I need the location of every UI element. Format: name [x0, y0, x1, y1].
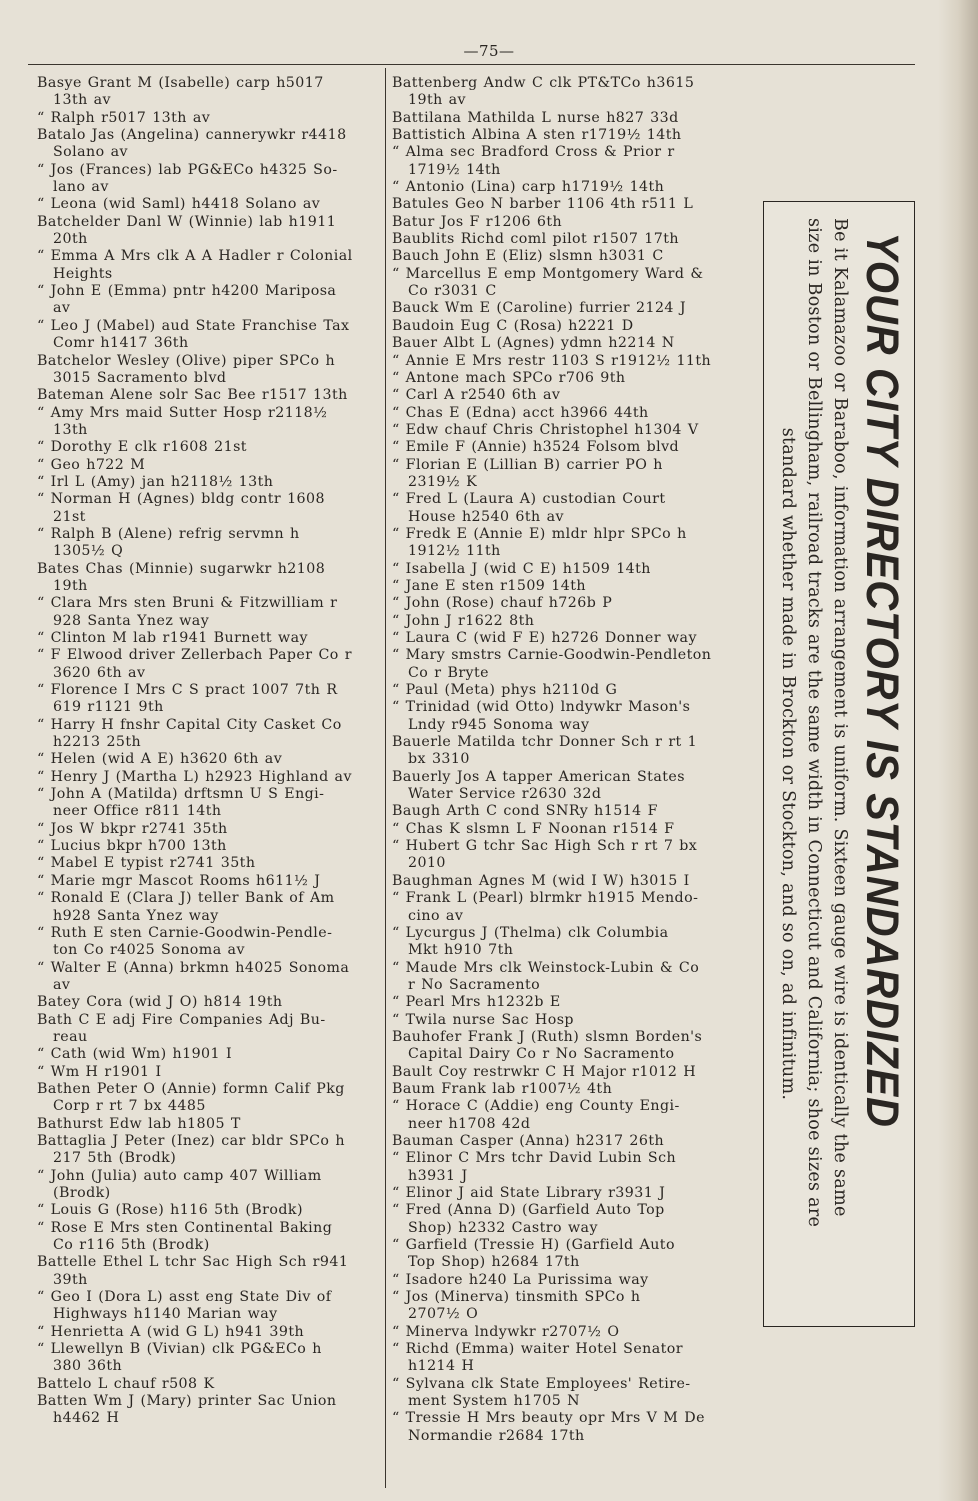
directory-entry-line: “ Tressie H Mrs beauty opr Mrs V M De: [392, 1410, 705, 1427]
directory-entry-line: Battaglia J Peter (Inez) car bldr SPCo h: [37, 1132, 345, 1149]
directory-entry-line: Heights: [53, 265, 113, 282]
directory-entry-line: “ Annie E Mrs restr 1103 S r1912½ 11th: [392, 352, 712, 369]
directory-entry-line: Baugh Arth C cond SNRy h1514 F: [392, 803, 658, 820]
directory-entry-line: 21st: [53, 508, 86, 525]
directory-entry-line: Co r3031 C: [408, 283, 497, 300]
directory-entry-line: “ Pearl Mrs h1232b E: [392, 994, 561, 1011]
directory-entry-line: Baublits Richd coml pilot r1507 17th: [392, 231, 679, 248]
directory-entry-line: “ Chas K slsmn L F Noonan r1514 F: [392, 820, 675, 837]
directory-entry-line: Baudoin Eug C (Rosa) h2221 D: [392, 317, 634, 334]
directory-entry-line: 217 5th (Brodk): [53, 1150, 177, 1167]
directory-entry-line: “ Marcellus E emp Montgomery Ward &: [392, 265, 704, 282]
page-binding-edge: [938, 0, 978, 1501]
directory-entry-line: “ Frank L (Pearl) blrmkr h1915 Mendo-: [392, 890, 699, 907]
directory-entry-line: Bauman Casper (Anna) h2317 26th: [392, 1132, 665, 1149]
directory-entry-line: “ Emma A Mrs clk A A Hadler r Colonial: [37, 248, 353, 265]
advertisement-body: [775, 212, 855, 1316]
directory-entry-line: “ Ruth E sten Carnie-Goodwin-Pendle-: [37, 924, 333, 941]
directory-entry-line: Bauck Wm E (Caroline) furrier 2124 J: [392, 300, 686, 317]
directory-entry-line: “ John (Rose) chauf h726b P: [392, 595, 613, 612]
directory-entry-line: 39th: [53, 1271, 88, 1288]
directory-entry-line: Batey Cora (wid J O) h814 19th: [37, 994, 283, 1011]
directory-entry-line: Bathurst Edw lab h1805 T: [37, 1115, 241, 1132]
directory-entry-line: 380 36th: [53, 1358, 123, 1375]
directory-entry-line: reau: [53, 1028, 88, 1045]
directory-entry-line: h1214 H: [408, 1358, 475, 1375]
directory-entry-line: Bauhofer Frank J (Ruth) slsmn Borden's: [392, 1028, 703, 1045]
directory-entry-line: “ Lucius bkpr h700 13th: [37, 838, 227, 855]
directory-entry-line: h2213 25th: [53, 734, 142, 751]
directory-entry-line: h3931 J: [408, 1167, 468, 1184]
directory-entry-line: lano av: [53, 179, 109, 196]
directory-entry-line: “ Leo J (Mabel) aud State Franchise Tax: [37, 317, 350, 334]
directory-entry-line: 13th av: [53, 92, 112, 109]
directory-entry-line: Solano av: [53, 144, 128, 161]
directory-entry-line: “ Richd (Emma) waiter Hotel Senator: [392, 1341, 684, 1358]
directory-entry-line: 1305½ Q: [53, 543, 124, 560]
directory-entry-line: “ Hubert G tchr Sac High Sch r rt 7 bx: [392, 838, 698, 855]
directory-entry-line: Basye Grant M (Isabelle) carp h5017: [37, 75, 324, 91]
directory-entry-line: “ Marie mgr Mascot Rooms h611½ J: [37, 872, 321, 889]
directory-entry-line: “ Cath (wid Wm) h1901 I: [37, 1046, 233, 1063]
directory-entry-line: Batules Geo N barber 1106 4th r511 L: [392, 196, 694, 213]
directory-entry-line: Baughman Agnes M (wid I W) h3015 I: [392, 872, 690, 889]
directory-entry-line: 20th: [53, 231, 88, 248]
directory-entry-line: “ Henrietta A (wid G L) h941 39th: [37, 1323, 305, 1340]
directory-entry-line: Battilana Mathilda L nurse h827 33d: [392, 109, 679, 126]
directory-entry-line: Bauerly Jos A tapper American States: [392, 768, 685, 785]
directory-entry-line: 1912½ 11th: [408, 543, 501, 560]
directory-entry-line: “ Mary smstrs Carnie-Goodwin-Pendleton: [392, 647, 712, 664]
directory-entry-line: Capital Dairy Co r No Sacramento: [408, 1046, 675, 1063]
directory-entry-line: “ John E (Emma) pntr h4200 Mariposa: [37, 283, 337, 300]
directory-entry-line: “ Jos (Frances) lab PG&ECo h4325 So-: [37, 161, 338, 178]
directory-entry-line: 2319½ K: [408, 473, 478, 490]
directory-entry-line: “ Ronald E (Clara J) teller Bank of Am: [37, 890, 335, 907]
directory-entry-line: “ Florian E (Lillian B) carrier PO h: [392, 456, 663, 473]
directory-entry-line: Lndy r945 Sonoma way: [408, 716, 590, 733]
directory-entry-line: “ Emile F (Annie) h3524 Folsom blvd: [392, 439, 680, 456]
directory-entry-line: Bates Chas (Minnie) sugarwkr h2108: [37, 560, 326, 577]
directory-entry-line: “ Leona (wid Saml) h4418 Solano av: [37, 196, 321, 213]
directory-entry-line: “ Alma sec Bradford Cross & Prior r: [392, 144, 675, 161]
column-divider: [385, 68, 386, 1488]
directory-entry-line: Bath C E adj Fire Companies Adj Bu-: [37, 1011, 326, 1028]
directory-entry-line: “ Antone mach SPCo r706 9th: [392, 369, 626, 386]
directory-entry-line: 619 r1121 9th: [53, 699, 164, 716]
directory-entry-line: “ F Elwood driver Zellerbach Paper Co r: [37, 647, 352, 664]
directory-entry-line: Normandie r2684 17th: [408, 1427, 585, 1444]
directory-entry-line: Battelo L chauf r508 K: [37, 1375, 215, 1392]
directory-entry-line: “ Jane E sten r1509 14th: [392, 577, 586, 594]
right-directory-column: [392, 75, 750, 1445]
directory-entry-line: “ John A (Matilda) drftsmn U S Engi-: [37, 786, 325, 803]
directory-entry-line: Bauch John E (Eliz) slsmn h3031 C: [392, 248, 664, 265]
directory-entry-line: “ Clara Mrs sten Bruni & Fitzwilliam r: [37, 595, 338, 612]
directory-entry-line: bx 3310: [408, 751, 470, 768]
directory-entry-line: Bauer Albt L (Agnes) ydmn h2214 N: [392, 335, 675, 352]
directory-entry-line: “ Jos (Minerva) tinsmith SPCo h: [392, 1289, 641, 1306]
directory-entry-line: “ Geo I (Dora L) asst eng State Div of: [37, 1289, 332, 1306]
directory-entry-line: “ Mabel E typist r2741 35th: [37, 855, 256, 872]
directory-entry-line: Battistich Albina A sten r1719½ 14th: [392, 127, 682, 144]
directory-entry-line: “ Lycurgus J (Thelma) clk Columbia: [392, 924, 669, 941]
advertisement-line: standard whether made in Brockton or Stockton, and so on, ad infinitum.: [778, 427, 798, 1101]
directory-entry-line: “ Irl L (Amy) jan h2118½ 13th: [37, 473, 274, 490]
directory-entry-line: 13th: [53, 421, 88, 438]
directory-entry-line: Comr h1417 36th: [53, 335, 189, 352]
directory-entry-line: Highways h1140 Marian way: [53, 1306, 278, 1323]
directory-entry-line: “ Florence I Mrs C S pract 1007 7th R: [37, 682, 338, 699]
directory-entry-line: ment System h1705 N: [408, 1393, 580, 1410]
directory-entry-line: Baum Frank lab r1007½ 4th: [392, 1080, 613, 1097]
directory-entry-line: “ Fred (Anna D) (Garfield Auto Top: [392, 1202, 665, 1219]
advertisement-rotated-content: [769, 212, 909, 1316]
directory-entry-line: “ Ralph r5017 13th av: [37, 109, 211, 126]
directory-entry-line: Co r116 5th (Brodk): [53, 1237, 210, 1254]
advertisement-title: YOUR CITY DIRECTORY IS STANDARDIZED: [857, 232, 908, 1128]
directory-entry-line: Bault Coy restrwkr C H Major r1012 H: [392, 1063, 697, 1080]
directory-entry-line: “ Louis G (Rose) h116 5th (Brodk): [37, 1202, 303, 1219]
directory-entry-line: “ Isadore h240 La Purissima way: [392, 1271, 649, 1288]
directory-entry-line: “ Fred L (Laura A) custodian Court: [392, 491, 666, 508]
advertisement-line: size in Boston or Bellingham, railroad tracks are the same width in Connecticut and California; shoe sizes are: [804, 218, 824, 1228]
directory-entry-line: “ Henry J (Martha L) h2923 Highland av: [37, 768, 352, 785]
directory-entry-line: “ Maude Mrs clk Weinstock-Lubin & Co: [392, 959, 700, 976]
directory-entry-line: Water Service r2630 32d: [408, 786, 602, 803]
directory-entry-line: “ Dorothy E clk r1608 21st: [37, 439, 247, 456]
advertisement-line: Be it Kalamazoo or Baraboo, information arrangement is uniform. Sixteen gauge wire is identically the same: [830, 218, 850, 1217]
directory-entry-line: “ Walter E (Anna) brkmn h4025 Sonoma: [37, 959, 350, 976]
left-directory-column: [37, 75, 380, 1428]
directory-entry-line: Corp r rt 7 bx 4485: [53, 1098, 206, 1115]
directory-entry-line: “ Sylvana clk State Employees' Retire-: [392, 1375, 691, 1392]
directory-entry-line: “ Elinor C Mrs tchr David Lubin Sch: [392, 1150, 677, 1167]
directory-entry-line: “ Twila nurse Sac Hosp: [392, 1011, 574, 1028]
directory-entry-line: (Brodk): [53, 1185, 111, 1201]
directory-entry-line: “ Carl A r2540 6th av: [392, 387, 561, 404]
directory-entry-line: Mkt h910 7th: [408, 942, 514, 959]
directory-entry-line: 19th: [53, 577, 88, 594]
directory-entry-line: “ John J r1622 8th: [392, 612, 535, 629]
directory-entry-line: House h2540 6th av: [408, 508, 564, 525]
directory-entry-line: “ Ralph B (Alene) refrig servmn h: [37, 525, 300, 542]
directory-entry-line: Batur Jos F r1206 6th: [392, 213, 563, 230]
directory-entry-line: “ Fredk E (Annie E) mldr hlpr SPCo h: [392, 525, 687, 542]
directory-entry-line: h928 Santa Ynez way: [53, 907, 219, 924]
directory-entry-line: “ Geo h722 M: [37, 456, 146, 473]
directory-entry-line: ton Co r4025 Sonoma av: [53, 942, 245, 959]
directory-entry-line: “ Edw chauf Chris Christophel h1304 V: [392, 421, 699, 438]
directory-entry-line: 2707½ O: [408, 1306, 479, 1323]
directory-entry-line: “ John (Julia) auto camp 407 William: [37, 1167, 322, 1184]
page-number: —75—: [463, 42, 515, 60]
directory-entry-line: h4462 H: [53, 1410, 120, 1427]
directory-entry-line: “ Horace C (Addie) eng County Engi-: [392, 1098, 680, 1115]
directory-entry-line: Batalo Jas (Angelina) cannerywkr r4418: [37, 127, 347, 144]
directory-entry-line: “ Jos W bkpr r2741 35th: [37, 820, 228, 837]
directory-entry-line: av: [53, 976, 71, 993]
directory-entry-line: 1719½ 14th: [408, 161, 501, 178]
directory-entry-line: 3015 Sacramento blvd: [53, 369, 227, 386]
directory-entry-line: Co r Bryte: [408, 664, 490, 681]
directory-entry-line: av: [53, 300, 71, 317]
directory-entry-line: neer h1708 42d: [408, 1115, 531, 1132]
directory-entry-line: cino av: [408, 907, 464, 924]
directory-entry-line: Battenberg Andw C clk PT&TCo h3615: [392, 75, 695, 91]
directory-entry-line: Top Shop) h2684 17th: [408, 1254, 580, 1271]
directory-entry-line: Bauerle Matilda tchr Donner Sch r rt 1: [392, 734, 698, 751]
directory-entry-line: Batten Wm J (Mary) printer Sac Union: [37, 1393, 337, 1410]
directory-entry-line: “ Norman H (Agnes) bldg contr 1608: [37, 491, 325, 508]
directory-entry-line: “ Trinidad (wid Otto) lndywkr Mason's: [392, 699, 691, 716]
directory-entry-line: “ Wm H r1901 I: [37, 1063, 162, 1080]
advertisement-box: [763, 201, 915, 1327]
directory-entry-line: 928 Santa Ynez way: [53, 612, 210, 629]
directory-entry-line: “ Llewellyn B (Vivian) clk PG&ECo h: [37, 1341, 322, 1358]
directory-entry-line: “ Minerva lndywkr r2707½ O: [392, 1323, 620, 1340]
directory-entry-line: Bateman Alene solr Sac Bee r1517 13th: [37, 387, 348, 404]
directory-entry-line: Bathen Peter O (Annie) formn Calif Pkg: [37, 1080, 345, 1097]
directory-entry-line: 3620 6th av: [53, 664, 146, 681]
top-rule: [28, 64, 915, 65]
directory-entry-line: “ Clinton M lab r1941 Burnett way: [37, 630, 309, 646]
directory-entry-line: “ Paul (Meta) phys h2110d G: [392, 682, 618, 699]
directory-entry-line: “ Chas E (Edna) acct h3966 44th: [392, 404, 649, 421]
directory-entry-line: 2010: [408, 855, 446, 872]
directory-entry-line: “ Elinor J aid State Library r3931 J: [392, 1185, 666, 1201]
directory-entry-line: “ Rose E Mrs sten Continental Baking: [37, 1219, 333, 1236]
directory-entry-line: 19th av: [408, 92, 467, 109]
directory-entry-line: “ Helen (wid A E) h3620 6th av: [37, 751, 283, 768]
directory-entry-line: “ Garfield (Tressie H) (Garfield Auto: [392, 1237, 675, 1254]
directory-entry-line: Shop) h2332 Castro way: [408, 1219, 598, 1236]
directory-entry-line: Battelle Ethel L tchr Sac High Sch r941: [37, 1254, 349, 1271]
directory-entry-line: “ Isabella J (wid C E) h1509 14th: [392, 560, 651, 577]
directory-entry-line: “ Amy Mrs maid Sutter Hosp r2118½: [37, 404, 328, 421]
directory-entry-line: “ Laura C (wid F E) h2726 Donner way: [392, 630, 697, 646]
directory-entry-line: neer Office r811 14th: [53, 803, 222, 820]
directory-entry-line: “ Harry H fnshr Capital City Casket Co: [37, 716, 342, 733]
directory-entry-line: “ Antonio (Lina) carp h1719½ 14th: [392, 179, 665, 196]
directory-entry-line: Batchelor Wesley (Olive) piper SPCo h: [37, 352, 336, 369]
directory-entry-line: Batchelder Danl W (Winnie) lab h1911: [37, 213, 337, 230]
directory-entry-line: r No Sacramento: [408, 976, 541, 993]
